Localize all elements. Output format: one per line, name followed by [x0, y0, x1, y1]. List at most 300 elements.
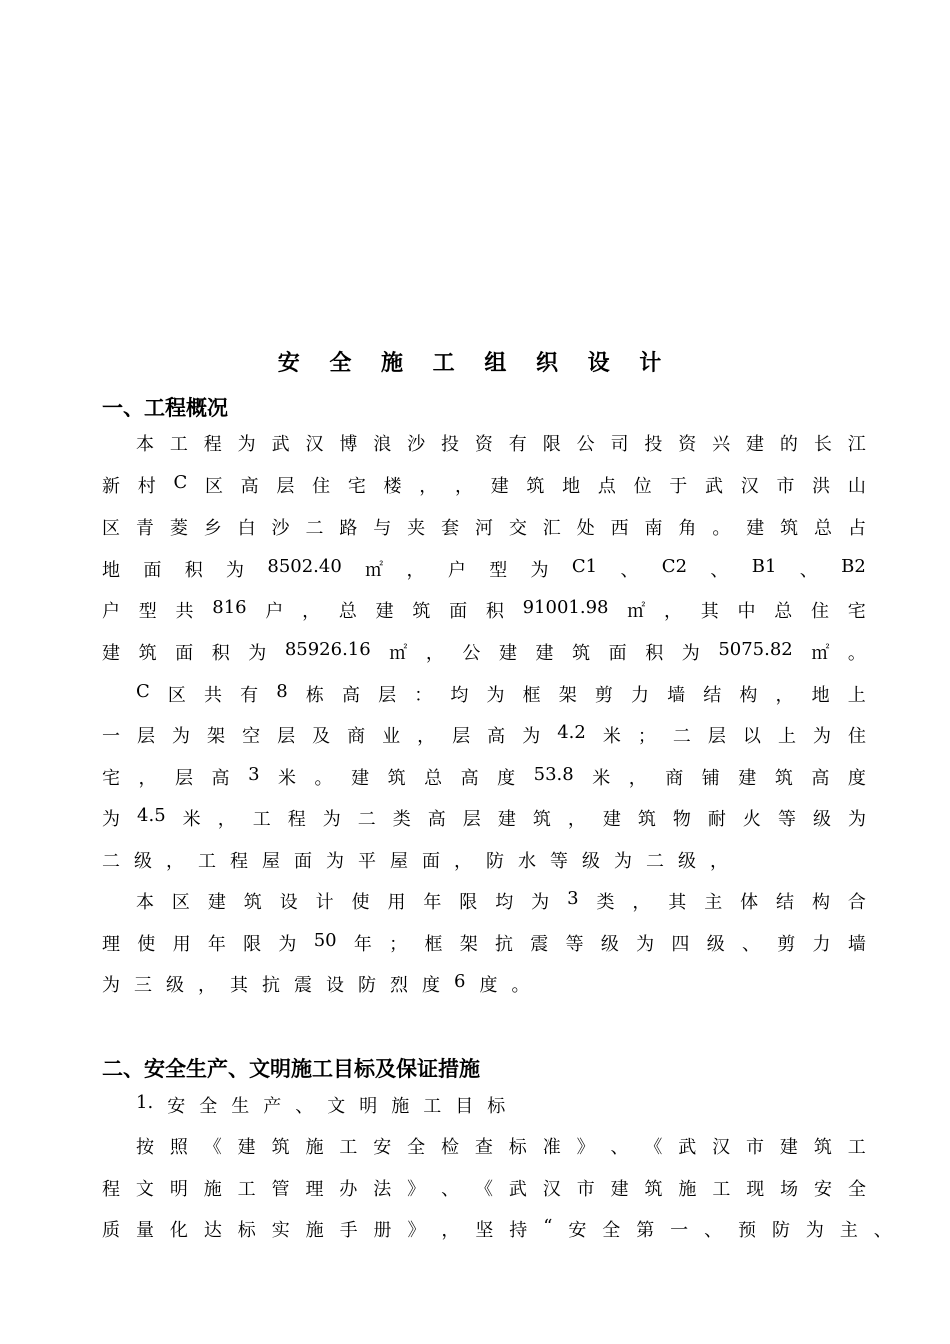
text-token: 高 — [341, 685, 360, 706]
text-token: 建 — [498, 643, 517, 664]
text-token: 总 — [424, 768, 443, 789]
text-token: 型 — [489, 560, 508, 581]
text-token: 53.8 — [533, 764, 574, 785]
text-token: 积 — [485, 601, 504, 622]
text-token: 、 — [741, 934, 760, 955]
text-token: 8 — [276, 681, 288, 702]
text-token: 照 — [169, 1137, 188, 1158]
text-token: 区 — [167, 685, 186, 706]
text-token: C2 — [661, 556, 688, 577]
text-token: 为 — [847, 809, 866, 830]
text-token: 层 — [462, 809, 481, 830]
text-token: 。 — [314, 768, 333, 789]
text-token: ， — [628, 768, 647, 789]
text-token: 级 — [706, 934, 725, 955]
text-token: ， — [138, 768, 157, 789]
text-token: 架 — [459, 934, 478, 955]
text-token: 6 — [454, 971, 466, 992]
text-token: 架 — [558, 685, 577, 706]
text-token: B1 — [751, 556, 777, 577]
text-token: 目 — [455, 1096, 474, 1117]
text-token: 耐 — [707, 809, 726, 830]
text-token: ， — [419, 476, 438, 497]
text-token: 用 — [387, 892, 406, 913]
text-token: 合 — [847, 892, 866, 913]
text-token: 为 — [805, 1220, 824, 1241]
text-token: 建 — [738, 768, 757, 789]
text-token: 区 — [102, 518, 120, 539]
text-token: 均 — [450, 685, 469, 706]
text-token: 。 — [712, 518, 731, 539]
text-token: 高 — [487, 726, 506, 747]
text-token: 一 — [102, 726, 120, 747]
text-token: 为 — [172, 726, 191, 747]
text-token: 全 — [602, 1220, 621, 1241]
text-token: 为 — [530, 560, 549, 581]
paragraph-line — [102, 472, 866, 498]
text-token: 8502.40 — [267, 556, 342, 577]
text-token: 汇 — [542, 518, 561, 539]
text-token: 二 — [672, 726, 691, 747]
section-heading-safety: 二、安全生产、文明施工目标及保证措施 — [102, 1056, 480, 1081]
paragraph-line — [136, 430, 866, 456]
paragraph-line — [136, 1133, 866, 1159]
text-token: 交 — [508, 518, 527, 539]
text-token: 积 — [645, 643, 664, 664]
text-token: 火 — [742, 809, 761, 830]
text-token: 住 — [312, 476, 331, 497]
subsection-heading — [136, 1092, 866, 1118]
text-token: 夹 — [407, 518, 426, 539]
text-token: 米 — [592, 768, 611, 789]
text-token: 汉 — [542, 1179, 561, 1200]
paragraph-line — [102, 1216, 892, 1242]
text-token: 宅 — [347, 476, 366, 497]
text-token: 全 — [199, 1096, 218, 1117]
text-token: 主 — [704, 892, 723, 913]
text-token: 户 — [447, 560, 466, 581]
text-token: 工 — [423, 1096, 442, 1117]
text-token: 施 — [203, 1179, 222, 1200]
paragraph-line — [102, 764, 866, 790]
text-token: 为 — [322, 809, 341, 830]
text-token: 》 — [407, 1220, 426, 1241]
text-token: 构 — [811, 892, 830, 913]
text-token: 新 — [102, 476, 120, 497]
text-token: 主 — [839, 1220, 858, 1241]
text-token: 位 — [633, 476, 652, 497]
text-token: 生 — [231, 1096, 250, 1117]
text-token: 层 — [175, 768, 194, 789]
text-token: 层 — [707, 726, 726, 747]
text-token: 武 — [271, 434, 290, 455]
text-token: 管 — [271, 1179, 290, 1200]
text-token: 型 — [138, 601, 157, 622]
text-token: 区 — [171, 892, 190, 913]
text-token: 的 — [779, 434, 798, 455]
text-token: 村 — [137, 476, 156, 497]
text-token: 类 — [392, 809, 411, 830]
text-token: 烈 — [390, 975, 408, 996]
text-token: 、 — [873, 1220, 892, 1241]
text-token: 。 — [847, 643, 866, 664]
text-token: 准 — [542, 1137, 561, 1158]
text-token: 二 — [646, 851, 664, 872]
text-token: 》 — [407, 1179, 426, 1200]
text-token: ， — [166, 851, 184, 872]
text-token: 有 — [240, 685, 259, 706]
text-token: 为 — [522, 726, 541, 747]
text-token: 筑 — [138, 643, 157, 664]
text-token: 工 — [252, 809, 271, 830]
text-token: 菱 — [169, 518, 188, 539]
text-token: 防 — [771, 1220, 790, 1241]
text-token: 司 — [610, 434, 629, 455]
text-token: 、 — [799, 560, 818, 581]
text-token: 高 — [427, 809, 446, 830]
text-token: 度 — [497, 768, 516, 789]
text-token: 限 — [243, 934, 262, 955]
text-token: 等 — [550, 851, 568, 872]
text-token: 《 — [474, 1179, 493, 1200]
text-token: 总 — [774, 601, 793, 622]
text-token: 结 — [703, 685, 722, 706]
text-token: 白 — [237, 518, 256, 539]
paragraph-line — [102, 971, 866, 997]
text-token: ； — [637, 726, 656, 747]
paragraph-line — [102, 597, 866, 623]
text-token: 业 — [382, 726, 401, 747]
text-token: 二 — [357, 809, 376, 830]
text-token: 高 — [211, 768, 230, 789]
text-token: C1 — [571, 556, 598, 577]
text-token: 年 — [353, 934, 372, 955]
text-token: 册 — [373, 1220, 392, 1241]
text-token: 屋 — [262, 851, 280, 872]
text-token: 用 — [172, 934, 191, 955]
text-token: 商 — [347, 726, 366, 747]
text-token: 标 — [508, 1137, 527, 1158]
text-token: 市 — [776, 476, 795, 497]
text-token: 工 — [169, 434, 188, 455]
text-token: 建 — [237, 1137, 256, 1158]
text-token: 剪 — [594, 685, 613, 706]
text-token: 南 — [644, 518, 663, 539]
text-token: 山 — [847, 476, 866, 497]
text-token: 路 — [339, 518, 358, 539]
text-token: 、 — [620, 560, 639, 581]
text-token: ， — [775, 685, 794, 706]
paragraph-line — [102, 514, 866, 540]
text-token: 高 — [811, 768, 830, 789]
text-token: 高 — [460, 768, 479, 789]
text-token: ， — [302, 601, 321, 622]
text-token: 三 — [134, 975, 152, 996]
text-token: 楼 — [383, 476, 402, 497]
text-token: 工 — [237, 1179, 256, 1200]
text-token: 点 — [597, 476, 616, 497]
text-token: 四 — [671, 934, 690, 955]
text-token: 建 — [207, 892, 226, 913]
text-token: 建 — [779, 1137, 798, 1158]
text-token: 户 — [102, 601, 120, 622]
paragraph-line — [102, 556, 866, 582]
text-token: 框 — [522, 685, 541, 706]
text-token: 结 — [776, 892, 795, 913]
section-heading-overview: 一、工程概况 — [102, 395, 228, 420]
text-token: 3 — [248, 764, 260, 785]
text-token: 第 — [636, 1220, 655, 1241]
text-token: ㎡ — [389, 643, 408, 664]
text-token: 墙 — [847, 934, 866, 955]
text-token: 为 — [237, 434, 256, 455]
text-token: B2 — [841, 556, 866, 577]
text-token: ， — [567, 809, 586, 830]
text-token: 户 — [265, 601, 284, 622]
document-title: 安 全 施 工 组 织 设 计 — [277, 351, 673, 376]
text-token: 以 — [742, 726, 761, 747]
text-token: 住 — [811, 601, 829, 622]
text-token: 施 — [391, 1096, 410, 1117]
text-token: 空 — [242, 726, 261, 747]
text-token: 理 — [305, 1179, 324, 1200]
text-token: ， — [441, 1220, 460, 1241]
text-token: 筑 — [780, 518, 799, 539]
paragraph-line — [102, 639, 866, 665]
text-token: C — [173, 472, 188, 493]
paragraph-line — [102, 805, 866, 831]
text-token: 级 — [600, 934, 619, 955]
text-token: 筑 — [412, 601, 431, 622]
text-token: 、 — [441, 1179, 460, 1200]
text-token: 为 — [486, 685, 505, 706]
text-token: 二 — [305, 518, 324, 539]
text-token: 全 — [407, 1137, 426, 1158]
text-token: 防 — [358, 975, 376, 996]
text-token: 层 — [137, 726, 156, 747]
text-token: 河 — [474, 518, 493, 539]
text-token: 积 — [184, 560, 203, 581]
text-token: C — [136, 681, 150, 702]
text-token: 度 — [847, 768, 866, 789]
text-token: 力 — [812, 934, 831, 955]
text-token: 安 — [373, 1137, 392, 1158]
text-token: 产 — [263, 1096, 282, 1117]
text-token: ， — [454, 476, 473, 497]
text-token: 建 — [746, 434, 765, 455]
text-token: 市 — [576, 1179, 595, 1200]
text-token: 质 — [102, 1220, 120, 1241]
text-token: 米 — [278, 768, 297, 789]
text-token: 建 — [497, 809, 516, 830]
text-token: 。 — [511, 975, 530, 996]
text-token: 等 — [565, 934, 584, 955]
text-token: 公 — [462, 643, 481, 664]
text-token: 年 — [207, 934, 226, 955]
text-token: 理 — [102, 934, 120, 955]
text-token: 筑 — [243, 892, 262, 913]
paragraph-line — [136, 681, 866, 707]
text-token: 年 — [423, 892, 442, 913]
text-token: 面 — [294, 851, 312, 872]
text-token: 为 — [636, 934, 655, 955]
text-token: ； — [389, 934, 408, 955]
text-token: 水 — [518, 851, 536, 872]
text-token: 标 — [237, 1220, 256, 1241]
text-token: 为 — [681, 643, 700, 664]
text-token: 公 — [576, 434, 595, 455]
text-token: 施 — [305, 1137, 324, 1158]
text-token: 筑 — [774, 768, 793, 789]
text-token: 角 — [678, 518, 697, 539]
text-token: 、 — [704, 1220, 723, 1241]
text-token: 持 — [509, 1220, 528, 1241]
text-token: 体 — [740, 892, 759, 913]
text-token: 明 — [169, 1179, 188, 1200]
text-token: 816 — [212, 597, 247, 618]
text-token: 程 — [287, 809, 306, 830]
text-token: 资 — [474, 434, 493, 455]
text-token: 安 — [814, 1179, 833, 1200]
text-token: 地 — [811, 685, 830, 706]
paragraph-line — [102, 722, 866, 748]
text-token: 沙 — [407, 434, 426, 455]
text-token: 震 — [294, 975, 312, 996]
text-token: 积 — [211, 643, 230, 664]
text-token: 共 — [175, 601, 194, 622]
text-token: 工 — [847, 1137, 866, 1158]
text-token: 中 — [737, 601, 756, 622]
text-token: 博 — [339, 434, 358, 455]
text-token: 3 — [567, 888, 579, 909]
text-token: 工 — [712, 1179, 731, 1200]
text-token: 建 — [535, 643, 554, 664]
text-token: 筑 — [387, 768, 406, 789]
text-token: 市 — [746, 1137, 765, 1158]
text-token: 程 — [102, 1179, 120, 1200]
text-token: 洪 — [812, 476, 831, 497]
text-token: 为 — [226, 560, 245, 581]
text-token: 层 — [378, 685, 397, 706]
text-token: 程 — [203, 434, 222, 455]
text-token: 检 — [441, 1137, 460, 1158]
text-token: 长 — [813, 434, 832, 455]
text-token: 工 — [198, 851, 216, 872]
text-token: 工 — [339, 1137, 358, 1158]
text-token: 5075.82 — [718, 639, 793, 660]
text-token: 为 — [614, 851, 632, 872]
text-token: 级 — [678, 851, 696, 872]
text-token: 建 — [102, 643, 120, 664]
text-token: 力 — [630, 685, 649, 706]
text-token: 面 — [175, 643, 194, 664]
paragraph-line — [102, 930, 866, 956]
text-token: 武 — [508, 1179, 527, 1200]
text-token: 使 — [351, 892, 370, 913]
text-token: 量 — [135, 1220, 154, 1241]
text-token: 手 — [339, 1220, 358, 1241]
text-token: 地 — [562, 476, 581, 497]
text-token: 层 — [276, 476, 295, 497]
text-token: 面 — [143, 560, 162, 581]
text-token: 青 — [135, 518, 154, 539]
text-token: 一 — [670, 1220, 689, 1241]
text-token: 、 — [710, 560, 729, 581]
text-token: ， — [217, 809, 236, 830]
text-token: 为 — [248, 643, 267, 664]
text-token: 总 — [338, 601, 357, 622]
text-token: 层 — [277, 726, 296, 747]
text-token: 4.2 — [557, 722, 586, 743]
text-token: 二 — [102, 851, 120, 872]
text-token: 等 — [777, 809, 796, 830]
text-token: 套 — [441, 518, 460, 539]
text-token: 明 — [359, 1096, 378, 1117]
text-token: 建 — [746, 518, 765, 539]
text-token: 上 — [847, 685, 866, 706]
text-token: 高 — [240, 476, 259, 497]
text-token: 汉 — [305, 434, 324, 455]
text-token: ， — [417, 726, 436, 747]
text-token: 筑 — [644, 1179, 663, 1200]
text-token: 抗 — [495, 934, 513, 955]
paragraph-line — [136, 888, 866, 914]
text-token: 栋 — [305, 685, 324, 706]
text-token: 物 — [672, 809, 691, 830]
text-token: 屋 — [390, 851, 408, 872]
text-token: 武 — [678, 1137, 697, 1158]
text-token: 宅 — [847, 601, 866, 622]
text-token: 筑 — [532, 809, 551, 830]
text-token: 筑 — [637, 809, 656, 830]
text-token: 投 — [644, 434, 663, 455]
text-token: 为 — [278, 934, 297, 955]
text-token: 处 — [576, 518, 595, 539]
text-token: 乡 — [203, 518, 222, 539]
text-token: 其 — [230, 975, 248, 996]
text-token: 文 — [327, 1096, 346, 1117]
text-token: 为 — [102, 809, 120, 830]
text-token: 汉 — [740, 476, 759, 497]
text-token: ： — [414, 685, 433, 706]
text-token: 为 — [812, 726, 831, 747]
text-token: 《 — [203, 1137, 222, 1158]
text-token: 91001.98 — [522, 597, 609, 618]
text-token: 级 — [582, 851, 600, 872]
text-token: 4.5 — [137, 805, 166, 826]
text-token: 住 — [847, 726, 866, 747]
text-token: 建 — [610, 1179, 629, 1200]
text-token: 震 — [530, 934, 549, 955]
text-token: 平 — [358, 851, 376, 872]
text-token: 本 — [136, 434, 154, 455]
text-token: ， — [406, 560, 425, 581]
text-token: 化 — [169, 1220, 188, 1241]
text-token: 投 — [441, 434, 460, 455]
text-token: 面 — [422, 851, 440, 872]
text-token: 标 — [487, 1096, 506, 1117]
text-token: 抗 — [262, 975, 280, 996]
text-token: “ — [543, 1216, 553, 1237]
text-token: 筑 — [813, 1137, 832, 1158]
text-token: 面 — [608, 643, 627, 664]
text-token: 宅 — [102, 768, 120, 789]
text-token: 面 — [449, 601, 468, 622]
text-token: 剪 — [777, 934, 796, 955]
text-token: 坚 — [475, 1220, 494, 1241]
text-token: 程 — [230, 851, 248, 872]
text-token: 《 — [644, 1137, 663, 1158]
